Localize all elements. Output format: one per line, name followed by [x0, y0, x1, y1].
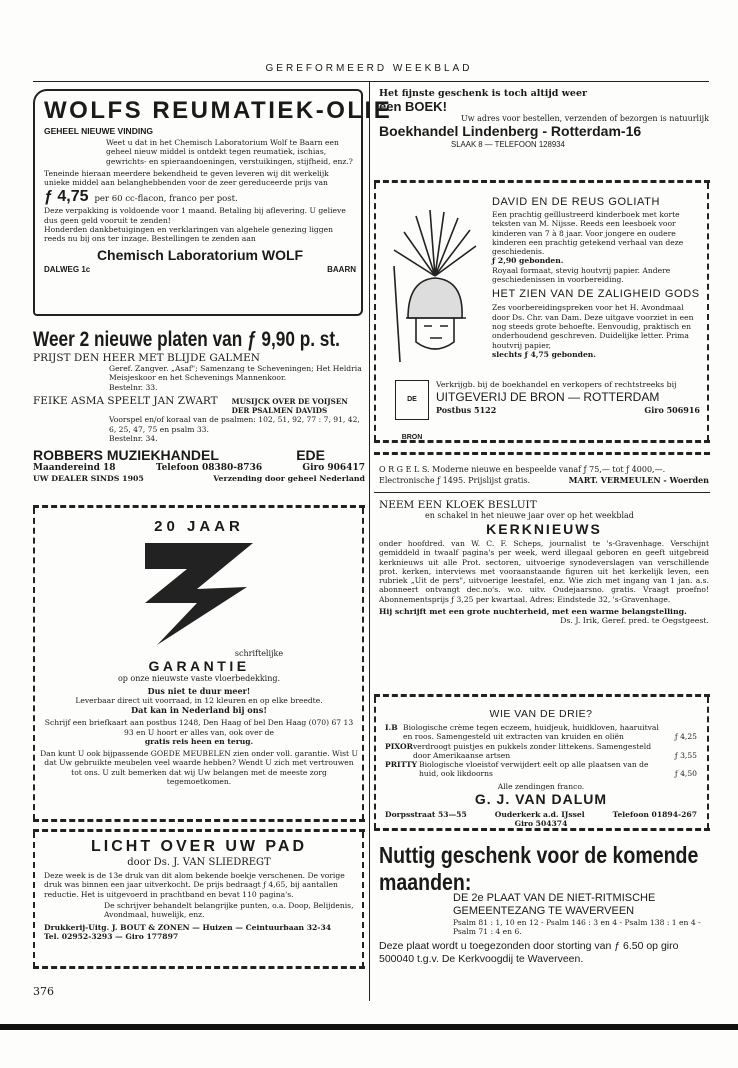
licht-printer: Drukkerij-Uitg. J. BOUT & ZONEN — Huizen — Ceintuurbaan 32-34 — [44, 923, 332, 933]
licht-phone: Tel. 02952-3293 — Giro 177897 — [44, 932, 179, 942]
bron-postbus: Postbus 5122 — [436, 405, 497, 415]
kerknieuws-lead: NEEM EEN KLOEK BESLUIT — [379, 499, 537, 511]
orgels-rule — [374, 492, 710, 493]
bron-publisher — [436, 380, 700, 415]
bron-border-top — [374, 180, 710, 184]
bron-publisher-name: UITGEVERIJ DE BRON — ROTTERDAM — [436, 390, 660, 404]
wolf-subtitle: GEHEEL NIEUWE VINDING — [44, 126, 153, 136]
garantie-border-top — [33, 505, 365, 509]
boek-line2: een BOEK! — [379, 99, 447, 114]
garantie-written: schriftelijke — [234, 649, 284, 658]
robbers-dealer: UW DEALER SINDS 1905 — [33, 474, 144, 484]
bron-giro: Giro 506916 — [644, 405, 700, 415]
licht-topics: De schrijver behandelt belangrijke punten, o.a. Doop, Belijdenis, Avondmaal, huwelijk, enz. — [104, 900, 354, 920]
garantie-sub: op onze nieuwste vaste vloerbedekking. — [117, 674, 281, 683]
licht-border-top — [33, 829, 365, 833]
dalum-alone: Alle zendingen franco. — [497, 781, 585, 791]
dalum-street: Dorpsstraat 53—55 — [385, 809, 467, 819]
bottom-bar — [0, 1024, 738, 1030]
column-divider — [369, 81, 370, 1001]
wolf-intro: Weet u dat in het Chemisch Laboratorium Wolf te Baarn een geheel nieuw middel is ontdekt tegen reumatiek, ischias, gewrichts- en spieraandoeningen, verstuikingen, stijfheid, enz.? — [106, 138, 353, 166]
kerknieuws-signer: Ds. J. Irik, Geref. pred. te Oegstgeest. — [560, 616, 709, 626]
dalum-giro: Giro 504374 — [514, 818, 568, 828]
kerknieuws-name: KERKNIEUWS — [486, 521, 602, 537]
dalum-phone: Telefoon 01894-267 — [612, 809, 697, 819]
bron-border-right — [707, 183, 710, 441]
wolf-ad — [44, 97, 393, 274]
wolf-body1: Teneinde hieraan meerdere bekendheid te geven leveren wij dit werkelijk unieke middel aan belanghebbenden voor de zeer gereduceerde prijs van — [44, 168, 329, 188]
dalum-firm: G. J. VAN DALUM — [474, 790, 608, 807]
licht-ad — [44, 838, 354, 941]
robbers-shop: ROBBERS MUZIEKHANDEL — [33, 447, 219, 464]
garantie-write: Schrijf een briefkaart aan postbus 1248, Den Haag of bel Den Haag (070) 67 13 93 en U hoort er alles van, ook over de — [44, 718, 354, 737]
licht-border-bottom — [33, 966, 365, 970]
dalum-border-top — [374, 694, 710, 698]
robbers-item1-title: PRIJST DEN HEER MET BLIJDE GALMEN — [33, 352, 260, 364]
wolf-body3: Honderden dankbetuigingen en verklaringen van algehele genezing liggen reeds nu bij ons ter inzage. Bestellingen te zenden aan — [44, 225, 334, 244]
robbers-address: Maandereind 18 — [33, 463, 116, 474]
lightning-bolt-icon — [139, 539, 259, 649]
wolf-price: ƒ 4,75 — [44, 188, 89, 206]
dalum-p2-name: PIXOR — [385, 741, 413, 751]
robbers-item2-title: FEIKE ASMA SPEELT JAN ZWART — [33, 394, 218, 407]
robbers-item2-subtitle: MUSIJCK OVER DE VOIJSEN DER PSALMEN DAVIDS — [231, 396, 348, 416]
dalum-p1-price: ƒ 4,25 — [674, 732, 697, 742]
nuttig-psalms: Psalm 81 : 1, 10 en 12 - Psalm 146 : 3 en 4 - Psalm 138 : 1 en 4 - Psalm 71 : 4 en 6. — [453, 918, 701, 937]
dalum-border-left — [374, 697, 377, 829]
de-bron-logo: DE BRON — [395, 380, 429, 420]
boek-ad — [379, 88, 709, 149]
garantie-years: 20 JAAR — [154, 518, 244, 535]
nuttig-headline: Nuttig geschenk voor de komende maanden: — [379, 842, 699, 895]
running-header: GEREFORMEERD WEEKBLAD — [265, 63, 473, 74]
wolf-city: BAARN — [327, 264, 356, 274]
robbers-town: EDE — [296, 447, 325, 464]
garantie-word: GARANTIE — [148, 658, 250, 674]
licht-author: door Ds. J. VAN SLIEDREGT — [127, 857, 271, 868]
dalum-p3-name: PRITTY — [385, 760, 418, 770]
wolf-title: WOLFS REUMATIEK-OLIE — [44, 97, 393, 124]
bron-border-bottom — [374, 440, 710, 444]
garantie-border-right — [362, 508, 365, 820]
robbers-shipping: Verzending door geheel Nederland — [213, 474, 365, 484]
robbers-headline: Weer 2 nieuwe platen van ƒ 9,90 p. st. — [33, 328, 340, 351]
bron-book2-desc: Zes voorbereidingspreken voor het H. Avondmaal door Ds. Chr. van Dam. Deze uitgave voorziet in een nog steeds grote behoefte. Eenvoudig, praktisch en onderhoudend geschreven. Duidelijke letter. Prima houtvrij papier, slechts ƒ 4,75 gebonden. — [492, 303, 694, 359]
licht-border-right — [362, 832, 365, 968]
garantie-border-left — [33, 508, 36, 820]
dalum-ad — [385, 708, 697, 828]
boek-address: SLAAK 8 — TELEFOON 128934 — [451, 140, 565, 149]
bron-book1-title: DAVID EN DE REUS GOLIATH — [492, 196, 661, 208]
kerknieuws-ad — [379, 499, 709, 625]
dalum-p2-price: ƒ 3,55 — [674, 750, 697, 760]
orgels-seller: MART. VERMEULEN - Woerden — [568, 475, 709, 485]
dalum-border-bottom — [374, 828, 710, 832]
nuttig-plate: DE 2e PLAAT VAN DE NIET-RITMISCHE GEMEENTEZANG TE WAVERVEEN — [453, 892, 656, 917]
dalum-border-right — [707, 697, 710, 829]
dalum-p1-desc: Biologische crème tegen eczeem, huidjeuk, huidkloven, haaruitval en roos. Samengesteld uit extracten van kruiden en oliën — [403, 723, 659, 742]
garantie-cheapest: Dat kan in Nederland bij ons! — [131, 705, 267, 716]
kerknieuws-body: onder hoofdred. van W. C. F. Scheps, journalist te 's-Gravenhage. Verschijnt gemiddeld in twaalf pagina's per week, werd illegaal geboren en geeft uitgebreid kerknieuws uit alle Prot. sectoren, uitvoerige synodeverslagen van verschillende prot. kerken, interviews met vooraanstaande figuren uit het kerkelijk leven, een rubriek „Uit de pers", uitvoerige leestafel, enz. Wie zich met ingang van 1 jan. a.s. abonneert ontvangt dec.no's. w.o. uitv. Oudejaarsno. gratis. Vraagt proefno! Abonnementsprijs ƒ 3,25 per kwartaal. Adres: Eindstede 32, 's-Gravenhage. — [379, 539, 709, 604]
nuttig-ad — [379, 842, 709, 966]
bron-book2-title: HET ZIEN VAN DE ZALIGHEID GODS — [492, 288, 700, 301]
garantie-travel: gratis reis heen en terug. — [144, 736, 254, 746]
robbers-item1-desc: Geref. Zangver. „Asaf"; Samenzang te Scheveningen; Het Heldria Meisjeskoor en het Schevenings Mannenkoor. Bestelnr. 33. — [109, 364, 362, 392]
orgels-text: O R G E L S. Moderne nieuwe en bespeelde vanaf ƒ 75,— tot ƒ 4000,—. Electronische ƒ 1495. Prijslijst gratis. — [379, 465, 666, 485]
dalum-p2-desc: verdroogt puistjes en pukkels zonder littekens. Samengesteld door Amerikaanse artsen — [413, 741, 652, 760]
orgels-border-top — [374, 452, 710, 456]
nuttig-footer: Deze plaat wordt u toegezonden door storting van ƒ 6.50 op giro 500040 t.g.v. De Kerkvoogdij te Waverveen. — [379, 939, 679, 965]
goliath-illustration-icon — [386, 206, 484, 366]
robbers-item2-desc: Voorspel en/of koraal van de psalmen: 102, 51, 92, 77 : 7, 91, 42, 6, 25, 47, 75 en psalm 33. Bestelnr. 34. — [109, 415, 360, 444]
dalum-p1-name: I.B — [385, 723, 398, 732]
bron-book1-desc: Een prachtig geïllustreerd kinderboek met korte teksten van M. Nijsse. Reeds een leesboek voor kinderen van 7 à 8 jaar. Voor jongere en oudere kinderen een prachtig getekend verhaal van deze geschiedenis. ƒ 2,90 gebonden. Royaal formaat, stevig houtvrij papier. Andere geschiedenissen in voorbereiding. — [492, 210, 684, 285]
dalum-title: WIE VAN DE DRIE? — [489, 708, 593, 720]
robbers-giro: Giro 906417 — [302, 463, 365, 474]
licht-border-left — [33, 832, 36, 968]
bron-available: Verkrijgb. bij de boekhandel en verkopers of rechtstreeks bij — [436, 380, 677, 389]
bron-border-left — [374, 183, 377, 441]
robbers-phone: Telefoon 08380-8736 — [155, 463, 263, 474]
licht-body: Deze week is de 13e druk van dit alom bekende boekje verschenen. De vorige druk was binnen een jaar uitverkocht. De prijs bedraagt ƒ 4,65, bij aantallen reductie. Het is uitgevoerd in prachtband en bevat 110 pagina's. — [44, 871, 345, 899]
garantie-deliver: Leverbaar direct uit voorraad, in 12 kleuren en op elke breedte. — [75, 696, 323, 705]
licht-title: LICHT OVER UW PAD — [90, 838, 308, 855]
boek-line1: Het fijnste geschenk is toch altijd weer — [379, 88, 588, 99]
kerknieuws-lead2: en schakel in het nieuwe jaar over op het weekblad — [425, 511, 634, 520]
kerknieuws-quote: Hij schrijft met een grote nuchterheid, met een warme belangstelling. — [379, 607, 687, 617]
dalum-p3-price: ƒ 4,50 — [674, 769, 697, 779]
garantie-no-more: Dus niet te duur meer! — [147, 686, 251, 696]
wolf-company: Chemisch Laboratorium WOLF — [96, 246, 304, 263]
wolf-street: DALWEG 1c — [44, 264, 91, 274]
boek-shop: Boekhandel Lindenberg - Rotterdam-16 — [379, 123, 642, 139]
bron-books — [492, 196, 702, 359]
dalum-town: Ouderkerk a.d. IJssel — [494, 809, 585, 819]
garantie-border-bottom — [33, 819, 365, 823]
wolf-price-note: per 60 cc-flacon, franco per post. — [94, 194, 238, 205]
robbers-ad — [33, 328, 365, 483]
garantie-ad — [40, 518, 358, 786]
dalum-p3-desc: Biologische vloeistof verwijdert eelt op alle plaatsen van de huid, ook likdoorns — [419, 760, 649, 779]
page-number: 376 — [33, 985, 54, 998]
header-rule — [33, 81, 709, 82]
wolf-body2: Deze verpakking is voldoende voor 1 maand. Betaling bij aflevering. U gelieve dus geen geld vooruit te zenden! — [44, 206, 346, 225]
garantie-furniture: Dan kunt U ook bijpassende GOEDE MEUBELEN zien onder voll. garantie. Wist U dat Uw gebruikte meubelen veel waarde hebben? Wendt U zich met vertrouwen tot ons. U zult bemerken dat wij Uw belangen met de meeste zorg tegemoetkomen. — [40, 749, 358, 787]
boek-line3: Uw adres voor bestellen, verzenden of bezorgen is natuurlijk — [461, 114, 709, 123]
orgels-ad — [379, 464, 709, 486]
